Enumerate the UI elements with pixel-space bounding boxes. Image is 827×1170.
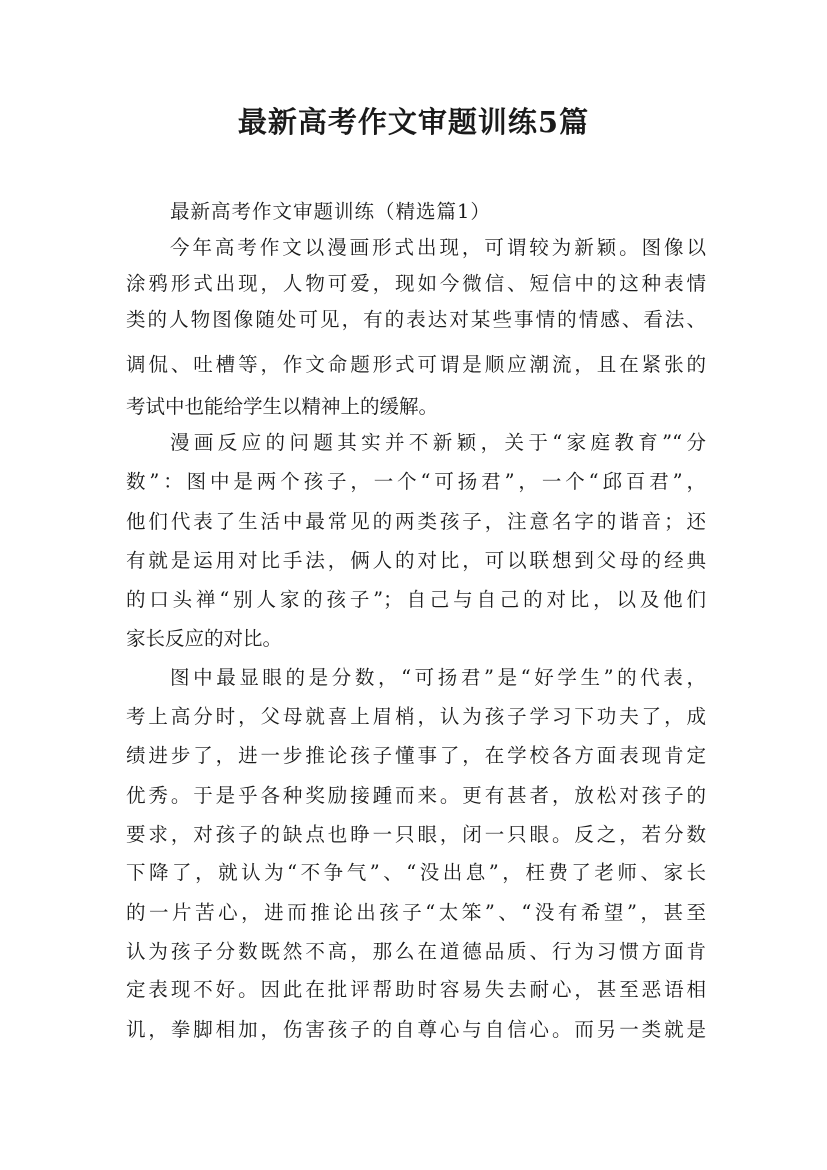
paragraph-3-line-4: 优秀。于是乎各种奖励接踵而来。更有甚者，放松对孩子的 — [126, 784, 706, 807]
paragraph-3-line-6: 下降了，就认为“不争气”、“没出息”，枉费了老师、家长 — [126, 861, 706, 884]
paragraph-2-line-2: 数”：图中是两个孩子，一个“可扬君”，一个“邱百君”， — [126, 470, 706, 493]
paragraph-2-line-3: 他们代表了生活中最常见的两类孩子，注意名字的谐音；还 — [126, 510, 706, 533]
paragraph-1-line-5: 考试中也能给学生以精神上的缓解。 — [126, 395, 439, 418]
paragraph-3-line-9: 定表现不好。因此在批评帮助时容易失去耐心，甚至恶语相 — [126, 978, 706, 1001]
paragraph-2-line-6: 家长反应的对比。 — [126, 627, 283, 650]
paragraph-2-line-4: 有就是运用对比手法，俩人的对比，可以联想到父母的经典 — [126, 549, 706, 572]
section-heading: 最新高考作文审题训练（精选篇1） — [170, 200, 491, 223]
paragraph-3-line-10: 讥，拳脚相加，伤害孩子的自尊心与自信心。而另一类就是 — [126, 1018, 706, 1041]
paragraph-3-line-2: 考上高分时，父母就喜上眉梢，认为孩子学习下功夫了，成 — [126, 705, 706, 728]
paragraph-1-line-1: 今年高考作文以漫画形式出现，可谓较为新颖。图像以 — [170, 236, 706, 259]
paragraph-3-line-7: 的一片苦心，进而推论出孩子“太笨”、“没有希望”，甚至 — [126, 901, 706, 924]
paragraph-2-line-5: 的口头禅“别人家的孩子”；自己与自己的对比，以及他们 — [126, 588, 706, 611]
paragraph-1-line-2: 涂鸦形式出现，人物可爱，现如今微信、短信中的这种表情 — [126, 272, 706, 295]
paragraph-3-line-8: 认为孩子分数既然不高，那么在道德品质、行为习惯方面肯 — [126, 940, 706, 963]
paragraph-3-line-5: 要求，对孩子的缺点也睁一只眼，闭一只眼。反之，若分数 — [126, 823, 706, 846]
paragraph-2-line-1: 漫画反应的问题其实并不新颖，关于“家庭教育”“分 — [170, 431, 706, 454]
paragraph-3-line-3: 绩进步了，进一步推论孩子懂事了，在学校各方面表现肯定 — [126, 744, 706, 767]
document-title: 最新高考作文审题训练5篇 — [237, 105, 590, 139]
paragraph-1-line-3: 类的人物图像随处可见，有的表达对某些事情的情感、看法、 — [126, 308, 706, 331]
paragraph-3-line-1: 图中最显眼的是分数，“可扬君”是“好学生”的代表， — [170, 666, 706, 689]
paragraph-1-line-4: 调侃、吐槽等，作文命题形式可谓是顺应潮流，且在紧张的 — [126, 353, 706, 376]
